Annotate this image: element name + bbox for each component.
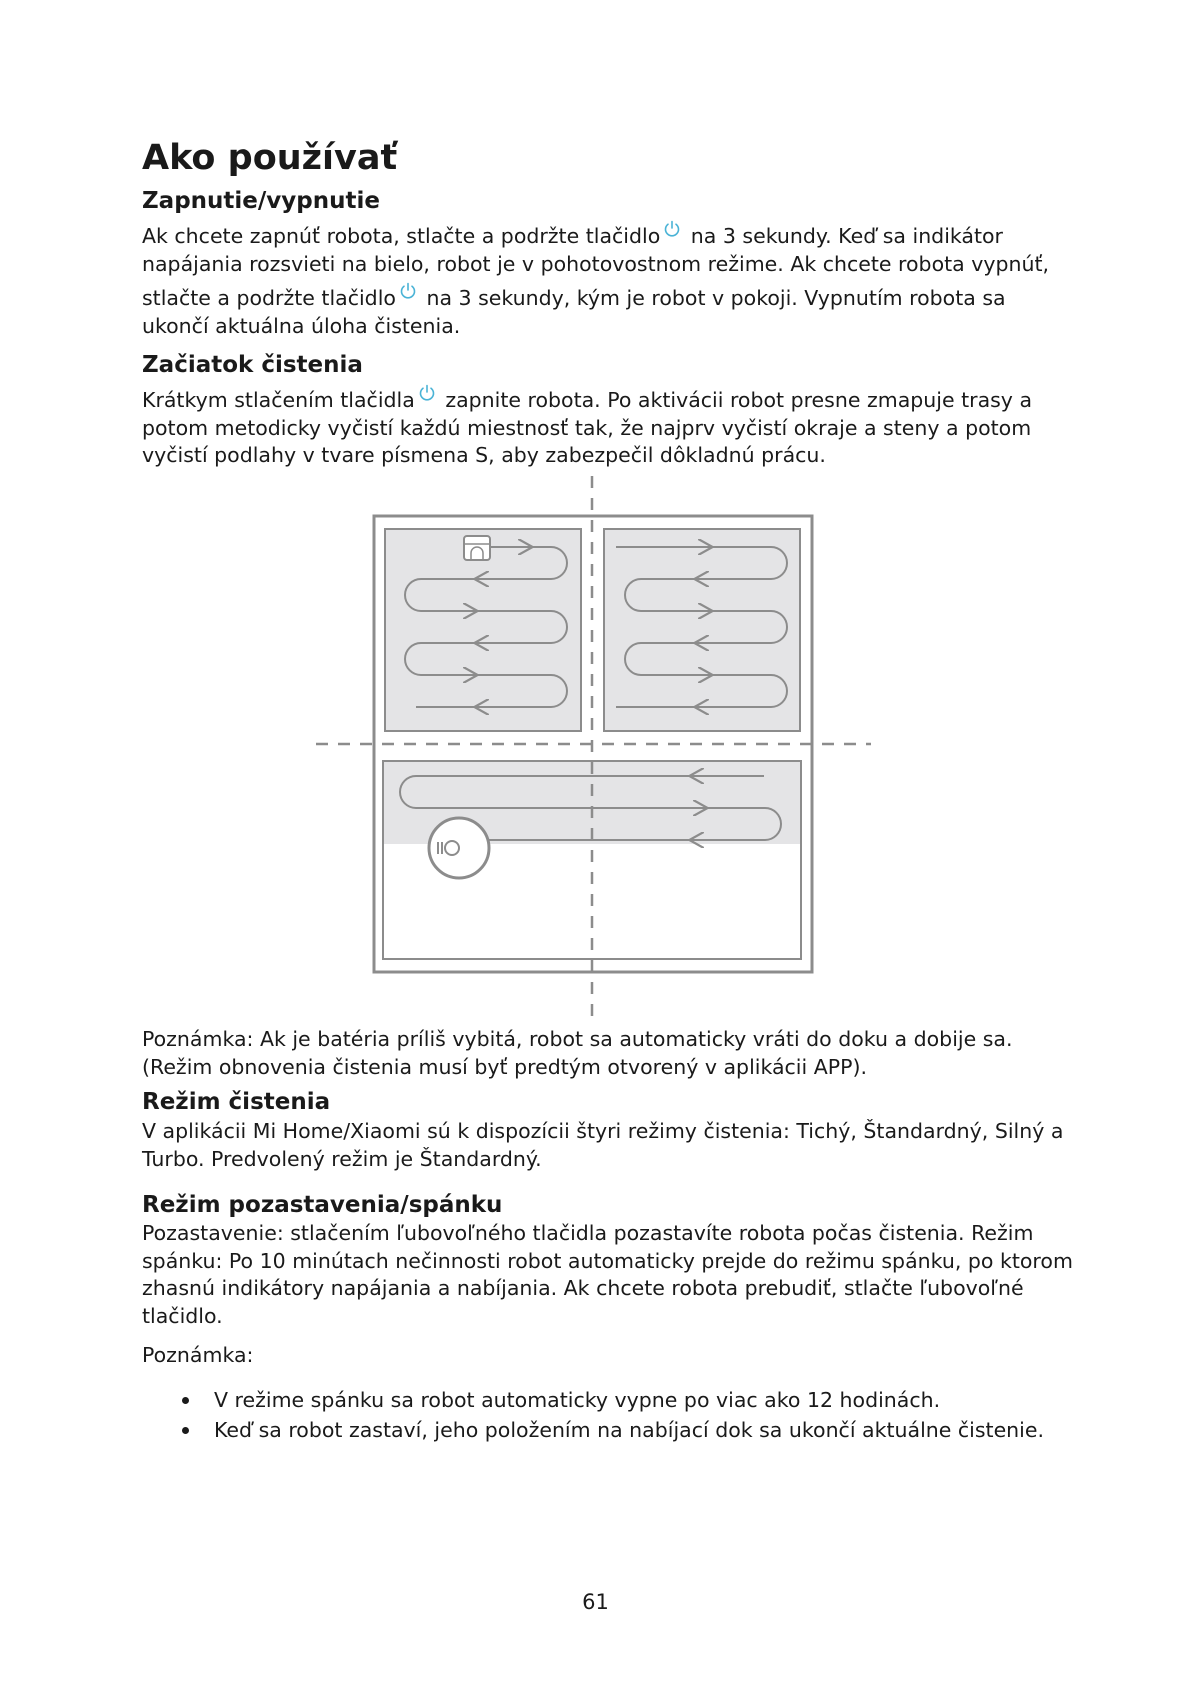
page-title: Ako používať: [142, 138, 398, 178]
list-item: V režime spánku sa robot automaticky vypne po viac ako 12 hodinách.: [142, 1385, 1044, 1415]
note-bullet-list: [142, 1385, 1044, 1445]
heading-power: Zapnutie/vypnutie: [142, 188, 380, 214]
robot-vacuum-icon: [429, 818, 489, 878]
list-item: Keď sa robot zastaví, jeho položením na nabíjací dok sa ukončí aktuálne čistenie.: [142, 1415, 1044, 1445]
note-label: Poznámka:: [142, 1343, 254, 1367]
heading-sleep: Režim pozastavenia/spánku: [142, 1192, 503, 1218]
zone-top-right: [604, 529, 800, 731]
battery-note: Poznámka: Ak je batéria príliš vybitá, robot sa automaticky vráti do doku a dobije sa. (Režim obnovenia čistenia musí byť predtým otvorený v aplikácii APP).: [142, 1027, 1013, 1079]
sleep-paragraph: Pozastavenie: stlačením ľubovoľného tlačidla pozastavíte robota počas čistenia. Režim spánku: Po 10 minútach nečinnosti robot automaticky prejde do režimu spánku, po ktorom zhasnú indikátory napájania a nabíjania. Ak chcete robota prebudiť, stlačte ľubovoľné tlačidlo.: [142, 1221, 1073, 1328]
charging-dock-icon: [464, 536, 490, 560]
start-paragraph: Krátkym stlačením tlačidla zapnite robota. Po aktivácii robot presne zmapuje trasy a potom metodicky vyčistí každú miestnosť tak, že najprv vyčistí okraje a steny a potom vyčistí podlahy v tvare písmena S, aby zabezpečil dôkladnú prácu.: [142, 383, 1062, 470]
power-icon: [662, 219, 682, 239]
heading-mode: Režim čistenia: [142, 1089, 331, 1115]
power-icon: [398, 281, 418, 301]
mode-paragraph: V aplikácii Mi Home/Xiaomi sú k dispozícii štyri režimy čistenia: Tichý, Štandardný, Silný a Turbo. Predvolený režim je Štandardný.: [142, 1119, 1064, 1171]
power-icon: [417, 383, 437, 403]
heading-start: Začiatok čistenia: [142, 352, 363, 378]
power-paragraph: Ak chcete zapnúť robota, stlačte a podržte tlačidlo na 3 sekundy. Keď sa indikátor napájania rozsvieti na bielo, robot je v pohotovostnom režime. Ak chcete robota vypnúť, stlačte a podržte tlačidlo na 3 sekundy, kým je robot v pokoji. Vypnutím robota sa ukončí aktuálna úloha čistenia.: [142, 219, 1062, 340]
page-number: 61: [582, 1590, 609, 1614]
cleaning-path-diagram: [316, 476, 876, 1024]
